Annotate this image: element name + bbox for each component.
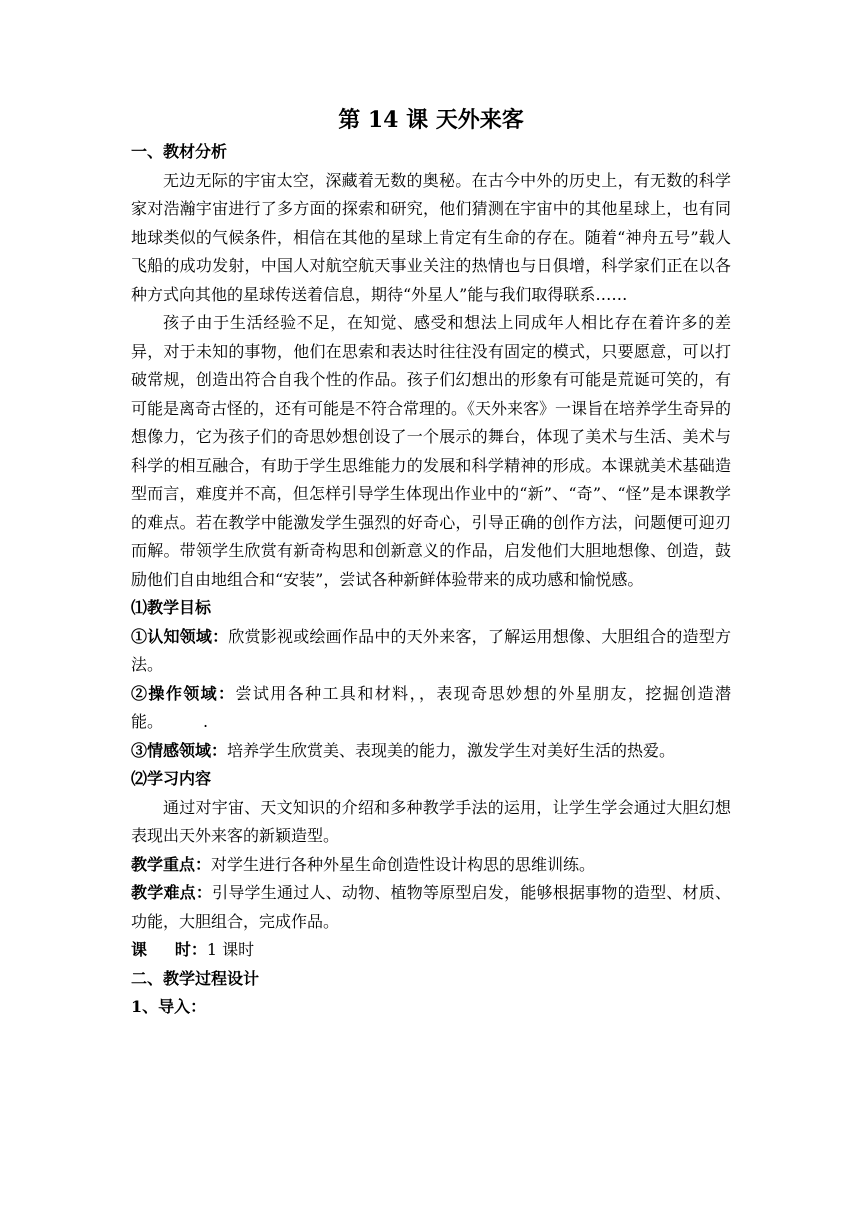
goal-cognitive-label: ①认知领域：	[131, 626, 229, 646]
key-point-text: 对学生进行各种外星生命创造性设计构思的思维训练。	[211, 854, 596, 874]
key-point	[131, 851, 731, 880]
goal-emotion	[131, 737, 731, 766]
analysis-paragraph-1: 无边无际的宇宙太空，深藏着无数的奥秘。在古今中外的历史上，有无数的科学家对浩瀚宇宙进行了多方面的探索和研究，他们猜测在宇宙中的其他星球上，也有同地球类似的气候条件，相信在其他的星球上肯定有生命的存在。随着“神舟五号”载人飞船的成功发射，中国人对航空航天事业关注的热情也与日俱增，科学家们正在以各种方式向其他的星球传送着信息，期待“外星人”能与我们取得联系……	[131, 170, 731, 304]
difficulty-text: 引导学生通过人、动物、植物等原型启发，能够根据事物的造型、材质、功能，大胆组合，完成作品。	[131, 883, 731, 931]
goal-emotion-text: 培养学生欣赏美、表现美的能力，激发学生对美好生活的热爱。	[227, 740, 676, 760]
goal-cognitive-text: 欣赏影视或绘画作品中的天外来客，了解运用想像、大胆组合的造型方法。	[131, 626, 731, 674]
difficulty-label: 教学难点：	[131, 883, 213, 902]
class-hours-text: 1 课时	[206, 940, 255, 959]
lesson-title: 第 14 课 天外来客	[338, 107, 524, 133]
goal-operation-label: ②操作领域：	[131, 683, 236, 703]
analysis-paragraph-2: 孩子由于生活经验不足，在知觉、感受和想法上同成年人相比存在着许多的差异，对于未知的事物，他们在思索和表达时往往没有固定的模式，只要愿意，可以打破常规，创造出符合自我个性的作品。孩子们幻想出的形象有可能是荒诞可笑的，有可能是离奇古怪的，还有可能是不符合常理的。《天外来客》一课旨在培养学生奇异的想像力，它为孩子们的奇思妙想创设了一个展示的舞台，体现了美术与生活、美术与科学的相互融合，有助于学生思维能力的发展和科学精神的形成。本课就美术基础造型而言，难度并不高，但怎样引导学生体现出作业中的“新”、“奇”、“怪”是本课教学的难点。若在教学中能激发学生强烈的好奇心，引导正确的创作方法，问题便可迎刃而解。带领学生欣赏有新奇构思和创新意义的作品，启发他们大胆地想像、创造，鼓励他们自由地组合和“安装”，尝试各种新鲜体验带来的成功感和愉悦感。	[131, 313, 732, 589]
goal-cognitive	[131, 623, 731, 680]
section-heading-process: 二、教学过程设计	[131, 968, 260, 988]
goal-operation-text: 尝试用各种工具和材料，，表现奇思妙想的外星朋友，挖掘创造潜能。	[131, 683, 731, 731]
key-point-label: 教学重点：	[131, 854, 212, 874]
goal-operation	[131, 680, 731, 737]
content-paragraph: 通过对宇宙、天文知识的介绍和多种教学手法的运用，让学生学会通过大胆幻想表现出天外来客的新颖造型。	[131, 797, 731, 845]
class-hours	[131, 936, 731, 965]
class-hours-label: 课 时：	[131, 940, 207, 959]
goal-emotion-label: ③情感领域：	[131, 740, 228, 760]
goals-heading: ⑴教学目标	[131, 598, 212, 617]
section-heading-analysis: 一、教材分析	[131, 142, 228, 161]
document-page	[131, 100, 731, 1022]
difficulty-point	[131, 879, 731, 936]
stray-dot: .	[203, 712, 209, 731]
content-heading: ⑵学习内容	[131, 769, 212, 788]
subheading-intro: 1、导入：	[131, 997, 207, 1016]
